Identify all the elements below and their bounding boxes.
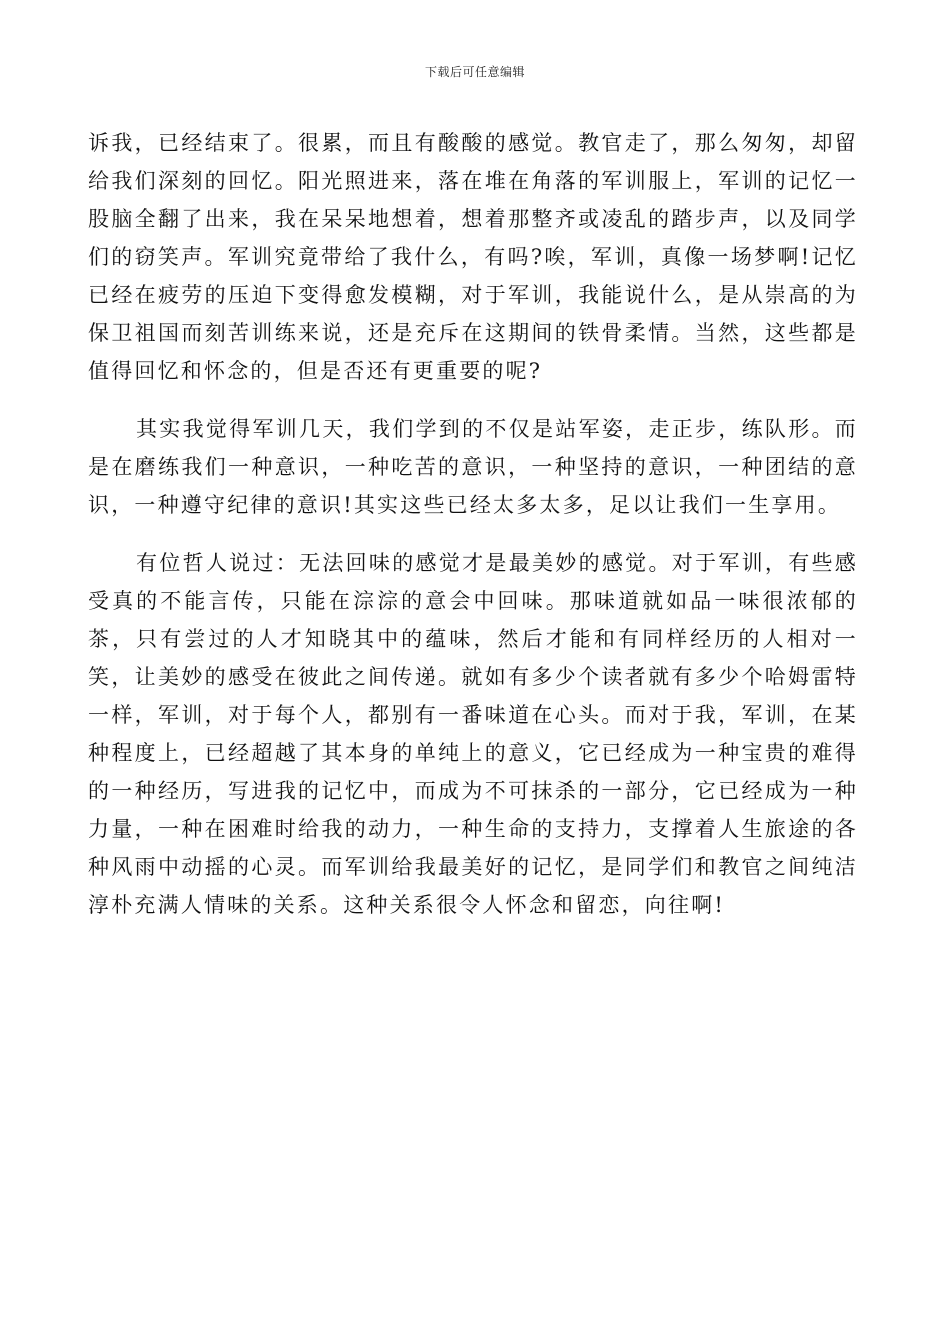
paragraph-2: 其实我觉得军训几天，我们学到的不仅是站军姿，走正步，练队形。而是在磨练我们一种意识，一种吃苦的意识，一种坚持的意识，一种团结的意识，一种遵守纪律的意识!其实这些已经太多太多，足以让我们一生享用。 bbox=[88, 417, 858, 517]
paragraph-1: 诉我，已经结束了。很累，而且有酸酸的感觉。教官走了，那么匆匆，却留给我们深刻的回忆。阳光照进来，落在堆在角落的军训服上，军训的记忆一股脑全翻了出来，我在呆呆地想着，想着那整齐或凌乱的踏步声，以及同学们的窃笑声。军训究竟带给了我什么，有吗?唉，军训，真像一场梦啊!记忆已经在疲劳的压迫下变得愈发模糊，对于军训，我能说什么，是从崇高的为保卫祖国而刻苦训练来说，还是充斥在这期间的铁骨柔情。当然，这些都是值得回忆和怀念的，但是否还有更重要的呢? bbox=[88, 131, 858, 383]
paragraph-3: 有位哲人说过：无法回味的感觉才是最美妙的感觉。对于军训，有些感受真的不能言传，只能在淙淙的意会中回味。那味道就如品一味很浓郁的茶，只有尝过的人才知晓其中的蕴味，然后才能和有同样经历的人相对一笑，让美妙的感受在彼此之间传递。就如有多少个读者就有多少个哈姆雷特一样，军训，对于每个人，都别有一番味道在心头。而对于我，军训，在某种程度上，已经超越了其本身的单纯上的意义，它已经成为一种宝贵的难得的一种经历，写进我的记忆中，而成为不可抹杀的一部分，它已经成为一种力量，一种在困难时给我的动力，一种生命的支持力，支撑着人生旅途的各种风雨中动摇的心灵。而军训给我最美好的记忆，是同学们和教官之间纯洁淳朴充满人情味的关系。这种关系很令人怀念和留恋，向往啊! bbox=[88, 551, 858, 917]
page-header: 下载后可任意编辑 bbox=[424, 65, 525, 79]
document-body bbox=[88, 124, 858, 944]
